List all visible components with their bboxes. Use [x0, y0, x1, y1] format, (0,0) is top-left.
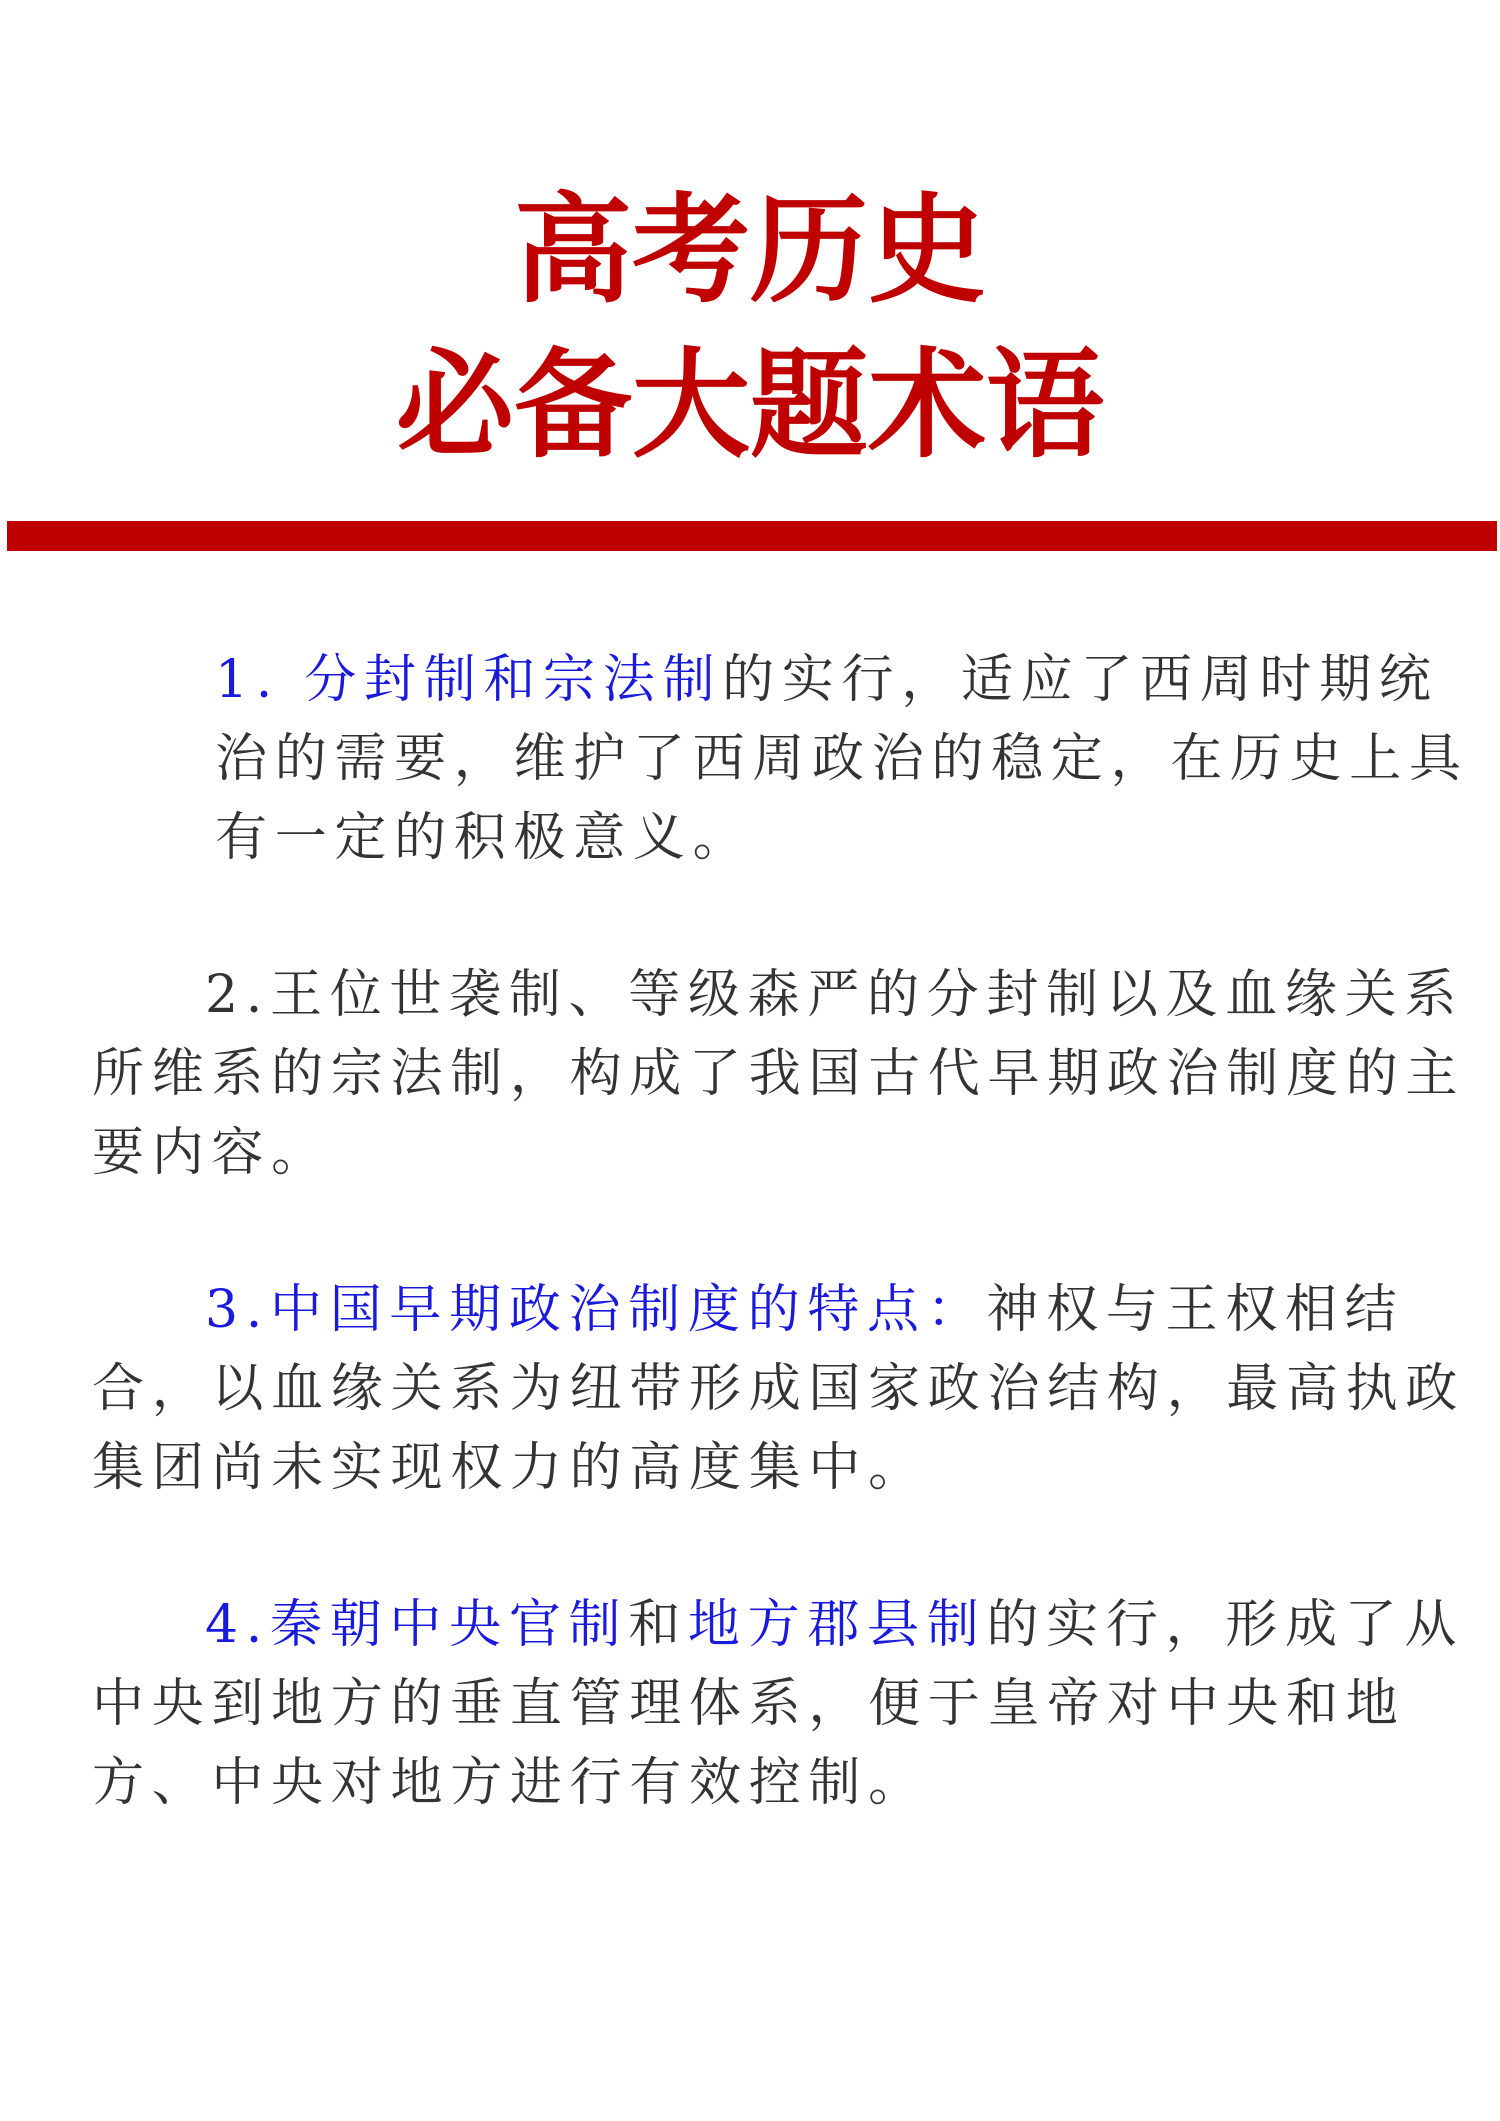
paragraph-2-line-2 [92, 1035, 1465, 1114]
body-text: 和 [628, 1595, 688, 1655]
body-text: 神权与王权相结 [986, 1280, 1405, 1340]
paragraph-1-line-1 [215, 641, 1439, 720]
highlighted-term: 4.秦朝中央官制 [205, 1595, 629, 1655]
paragraph-4-line-3 [92, 1744, 928, 1823]
paragraph-1-line-2 [215, 720, 1469, 799]
body-text: 的实行，适应了西周时期统 [722, 650, 1439, 710]
paragraph-4-line-2 [92, 1665, 1405, 1744]
highlighted-term: 3.中国早期政治制度的特点： [205, 1280, 987, 1340]
title-line-1: 高考历史 [513, 181, 986, 319]
body-text: 中央到地方的垂直管理体系，便于皇帝对中央和地 [92, 1674, 1406, 1734]
body-text: 有一定的积极意义。 [215, 808, 753, 868]
title-line-2: 必备大题术语 [395, 336, 1104, 474]
paragraph-3-line-2 [92, 1350, 1465, 1429]
body-text: 合，以血缘关系为纽带形成国家政治结构，最高执政 [92, 1359, 1466, 1419]
highlighted-term: 1. 分封制和宗法制 [215, 650, 723, 710]
paragraph-3-line-3 [92, 1429, 928, 1508]
paragraph-2-line-3 [92, 1114, 331, 1193]
highlighted-term: 地方郡县制 [687, 1595, 987, 1655]
paragraph-3-line-1 [205, 1271, 1404, 1350]
body-text: 的实行，形成了从 [986, 1595, 1465, 1655]
paragraph-1-line-3 [215, 799, 752, 878]
red-divider-bar [7, 521, 1497, 551]
body-text: 所维系的宗法制，构成了我国古代早期政治制度的主 [92, 1044, 1466, 1104]
body-text: 方、中央对地方进行有效控制。 [92, 1753, 928, 1813]
paragraph-2-line-1 [205, 956, 1464, 1035]
body-text: 集团尚未实现权力的高度集中。 [92, 1438, 928, 1498]
paragraph-4-line-1 [205, 1586, 1464, 1665]
body-text: 治的需要，维护了西周政治的稳定，在历史上具 [215, 729, 1469, 789]
body-text: 要内容。 [92, 1123, 331, 1183]
body-text: 2.王位世袭制、等级森严的分封制以及血缘关系 [205, 965, 1465, 1025]
